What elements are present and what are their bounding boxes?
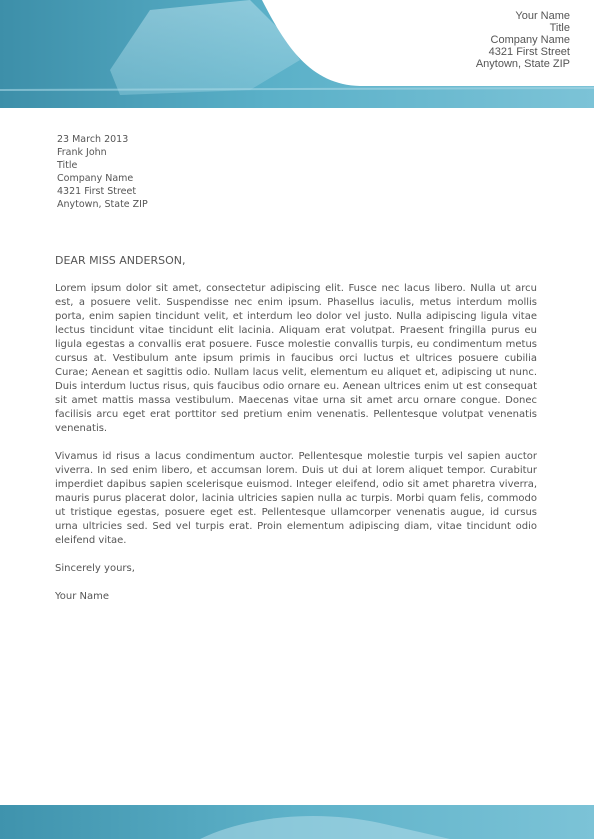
recipient-street: 4321 First Street	[57, 186, 137, 197]
body-paragraph-2: Vivamus id risus a lacus condimentum auctor. Pellentesque molestie turpis vel sapien auctor viverra. In sed enim libero, et accumsan lorem. Duis ut dui at lorem aliquet tempor. Curabitur imperdiet dapibus sapien scelerisque euismod. Integer eleifend, odio sit amet pharetra viverra, mauris purus placerat dolor, lacinia ultricies sapien nulla ac turpis. Morbi quam felis, commodo ut tristique egestas, posuere eget est. Pellentesque ullamcorper venenatis augue, id cursus urna ultricies sed. Sed vel turpis erat. Proin elementum adipiscing diam, vitae tincidunt odio eleifend vitae.	[55, 451, 537, 546]
sender-city: Anytown, State ZIP	[475, 58, 570, 70]
recipient-name: Frank John	[57, 147, 107, 158]
recipient-city: Anytown, State ZIP	[57, 199, 148, 210]
sender-street: 4321 First Street	[488, 46, 570, 58]
greeting: DEAR MISS ANDERSON,	[55, 254, 186, 267]
footer-decoration	[0, 805, 594, 839]
signature: Your Name	[55, 591, 110, 602]
closing: Sincerely yours,	[55, 563, 135, 574]
body-paragraph-1: Lorem ipsum dolor sit amet, consectetur adipiscing elit. Fusce nec lacus libero. Nulla ut arcu est, a posuere velit. Suspendisse nec enim ipsum. Phasellus iaculis, metus interdum mollis porta, enim sapien tincidunt velit, et interdum leo dolor vel justo. Nulla adipiscing ligula vitae lectus tincidunt vitae tincidunt elit lacinia. Aliquam erat volutpat. Praesent fringilla purus eu ligula egestas a convallis erat posuere. Fusce molestie convallis turpis, eu condimentum metus cursus at. Vestibulum ante ipsum primis in faucibus orci luctus et ultrices posuere cubilia Curae; Aenean et sagittis odio. Nullam lacus velit, elementum eu aliquet et, adipiscing ut nunc. Duis interdum luctus risus, quis faucibus odio ornare eu. Aenean ultrices enim ut est consequat sit amet mattis massa vestibulum. Maecenas vitae urna sit amet arcu ornare congue. Donec facilisis arcu eget erat porttitor sed pretium enim venenatis. Pellentesque volutpat venenatis venenatis.	[55, 283, 537, 434]
letter-body	[55, 254, 537, 618]
recipient-block	[57, 133, 148, 211]
letter-date: 23 March 2013	[57, 134, 129, 145]
sender-title: Title	[549, 22, 570, 34]
sender-company: Company Name	[490, 34, 570, 46]
sender-address	[476, 10, 570, 70]
recipient-company: Company Name	[57, 173, 134, 184]
sender-name: Your Name	[515, 10, 570, 22]
recipient-title: Title	[57, 160, 78, 171]
